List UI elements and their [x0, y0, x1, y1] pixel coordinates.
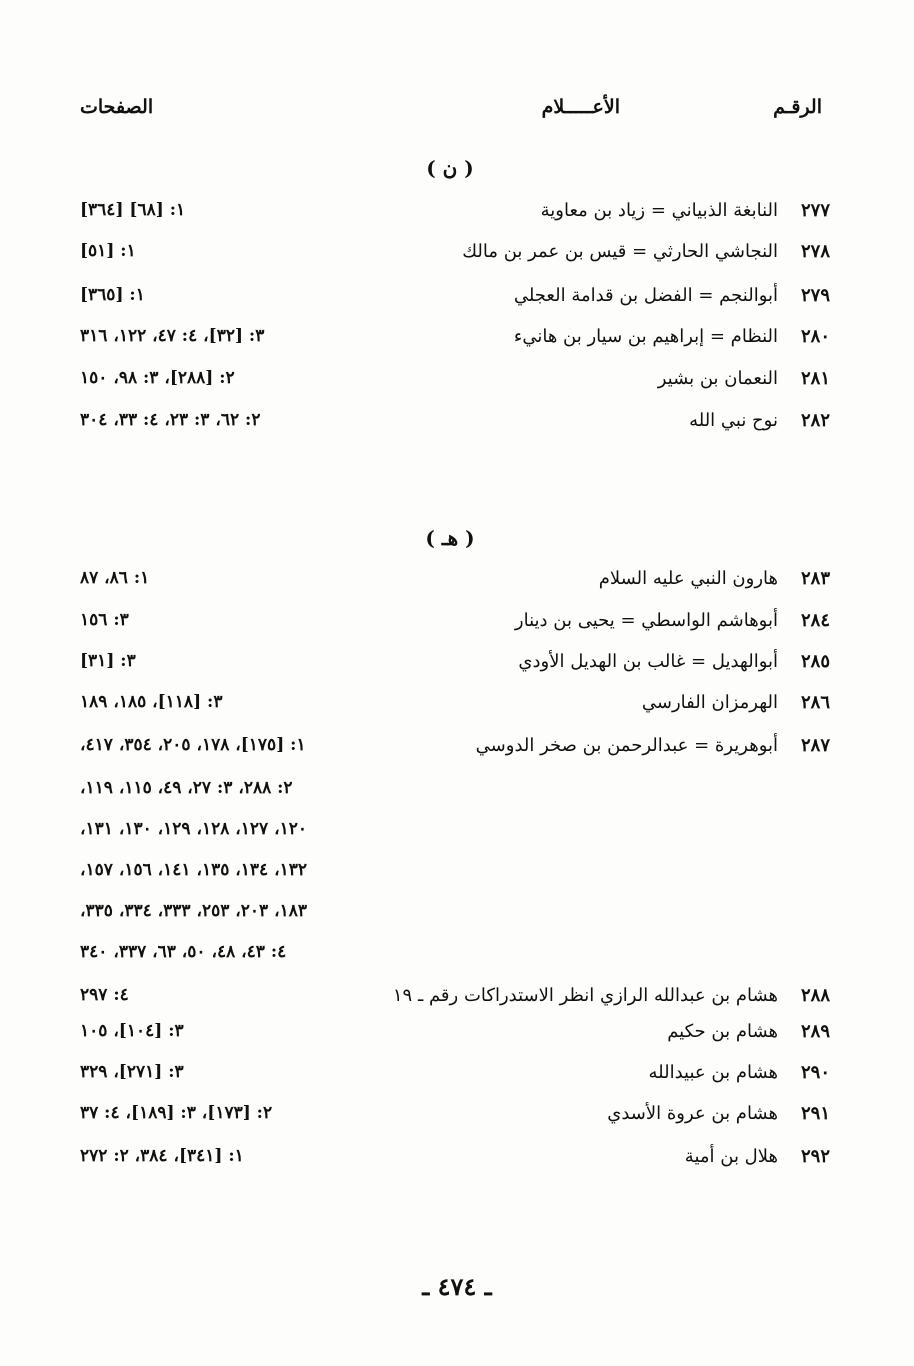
- entry-pages: ٣: [١٠٤]، ١٠٥: [80, 1021, 184, 1041]
- entry-number: ٢٨١: [800, 368, 830, 389]
- list-item: [60, 368, 830, 402]
- entry-name: هارون النبي عليه السلام: [598, 568, 778, 589]
- list-item: [60, 735, 830, 769]
- entry-number: ٢٨٨: [800, 985, 830, 1006]
- entry-name: النجاشي الحارثي = قيس بن عمر بن مالك: [462, 241, 778, 262]
- entry-name: أبوهريرة = عبدالرحمن بن صخر الدوسي: [475, 735, 778, 756]
- section-heading-ha: ( هـ ): [425, 526, 475, 550]
- list-item: [60, 1103, 830, 1137]
- entry-number: ٢٩٢: [800, 1146, 830, 1167]
- entry-name: الهرمزان الفارسي: [641, 692, 778, 713]
- list-item: [60, 651, 830, 685]
- list-item: [60, 1021, 830, 1055]
- list-item: [60, 410, 830, 444]
- entry-number: ٢٨٢: [800, 410, 830, 431]
- list-item: [60, 568, 830, 602]
- list-item: [60, 610, 830, 644]
- entry-pages: ١: [١٧٥]، ١٧٨، ٢٠٥، ٣٥٤، ٤١٧،: [80, 735, 306, 755]
- list-item: [60, 241, 830, 275]
- entry-pages: ٣: [٢٧١]، ٣٢٩: [80, 1062, 184, 1082]
- header-number-label: الرقـم: [773, 96, 822, 118]
- entry-name: نوح نبي الله: [689, 410, 778, 431]
- entry-pages: ٢: [١٧٣]، ٣: [١٨٩]، ٤: ٣٧: [80, 1103, 273, 1123]
- entry-number: ٢٩١: [800, 1103, 830, 1124]
- entry-number: ٢٨٠: [800, 326, 830, 347]
- entry-number: ٢٧٧: [800, 200, 830, 221]
- list-item: [60, 1146, 830, 1180]
- entry-pages: ١: [٥١]: [80, 241, 136, 261]
- entry-pages: ٣: [٣١]: [80, 651, 136, 671]
- list-item: [60, 692, 830, 726]
- entry-pages: ٤: ٢٩٧: [80, 985, 129, 1005]
- pages-continuation: ٤: ٤٣، ٤٨، ٥٠، ٦٣، ٣٣٧، ٣٤٠: [80, 942, 287, 962]
- entry-number: ٢٧٩: [800, 285, 830, 306]
- entry-name: النظام = إبراهيم بن سيار بن هانيء: [513, 326, 778, 347]
- entry-pages: ١: ٨٦، ٨٧: [80, 568, 150, 588]
- entry-name: أبوالنجم = الفضل بن قدامة العجلي: [513, 285, 778, 306]
- section-heading-nun: ( ن ): [426, 156, 474, 180]
- entry-name: النابغة الذبياني = زياد بن معاوية: [540, 200, 778, 221]
- entry-name: هشام بن عروة الأسدي: [607, 1103, 778, 1124]
- list-item: [60, 200, 830, 234]
- entry-number: ٢٧٨: [800, 241, 830, 262]
- pages-continuation: ١٢٠، ١٢٧، ١٢٨، ١٢٩، ١٣٠، ١٣١،: [80, 819, 307, 839]
- header-names-label: الأعـــــلام: [541, 96, 620, 118]
- entry-pages: ٢: [٢٨٨]، ٣: ٩٨، ١٥٠: [80, 368, 235, 388]
- entry-name: أبوالهديل = غالب بن الهديل الأودي: [518, 651, 778, 672]
- pages-continuation: ١٣٢، ١٣٤، ١٣٥، ١٤١، ١٥٦، ١٥٧،: [80, 860, 307, 880]
- entry-pages: ١: [٦٨] [٣٦٤]: [80, 200, 186, 220]
- entry-pages: ٣: ١٥٦: [80, 610, 129, 630]
- entry-name: هشام بن عبيدالله: [648, 1062, 778, 1083]
- pages-continuation: ١٨٣، ٢٠٣، ٢٥٣، ٣٣٣، ٣٣٤، ٣٣٥،: [80, 901, 307, 921]
- list-item: [60, 326, 830, 360]
- header-pages-label: الصفحات: [80, 96, 154, 118]
- entry-number: ٢٨٤: [800, 610, 830, 631]
- entry-name: النعمان بن بشير: [657, 368, 778, 389]
- entry-pages: ٣: [٣٢]، ٤: ٤٧، ١٢٢، ٣١٦: [80, 326, 265, 346]
- entry-number: ٢٨٥: [800, 651, 830, 672]
- list-item: [60, 985, 830, 1019]
- pages-continuation: ٢: ٢٨٨، ٣: ٢٧، ٤٩، ١١٥، ١١٩،: [80, 778, 293, 798]
- entry-pages: ١: [٣٦٥]: [80, 285, 145, 305]
- entry-pages: ١: [٣٤١]، ٣٨٤، ٢: ٢٧٢: [80, 1146, 244, 1166]
- entry-number: ٢٩٠: [800, 1062, 830, 1083]
- page-number: ـ ٤٧٤ ـ: [422, 1272, 492, 1301]
- list-item: [60, 1062, 830, 1096]
- entry-number: ٢٨٣: [800, 568, 830, 589]
- entry-number: ٢٨٦: [800, 692, 830, 713]
- entry-number: ٢٨٩: [800, 1021, 830, 1042]
- entry-name: أبوهاشم الواسطي = يحيى بن دينار: [514, 610, 778, 631]
- entry-pages: ٣: [١١٨]، ١٨٥، ١٨٩: [80, 692, 223, 712]
- entry-number: ٢٨٧: [800, 735, 830, 756]
- entry-name: هشام بن حكيم: [667, 1021, 778, 1042]
- entry-pages: ٢: ٦٢، ٣: ٢٣، ٤: ٣٣، ٣٠٤: [80, 410, 261, 430]
- entry-name: هشام بن عبدالله الرازي انظر الاستدراكات رقم ـ ١٩: [392, 985, 778, 1006]
- entry-name: هلال بن أمية: [684, 1146, 778, 1167]
- list-item: [60, 285, 830, 319]
